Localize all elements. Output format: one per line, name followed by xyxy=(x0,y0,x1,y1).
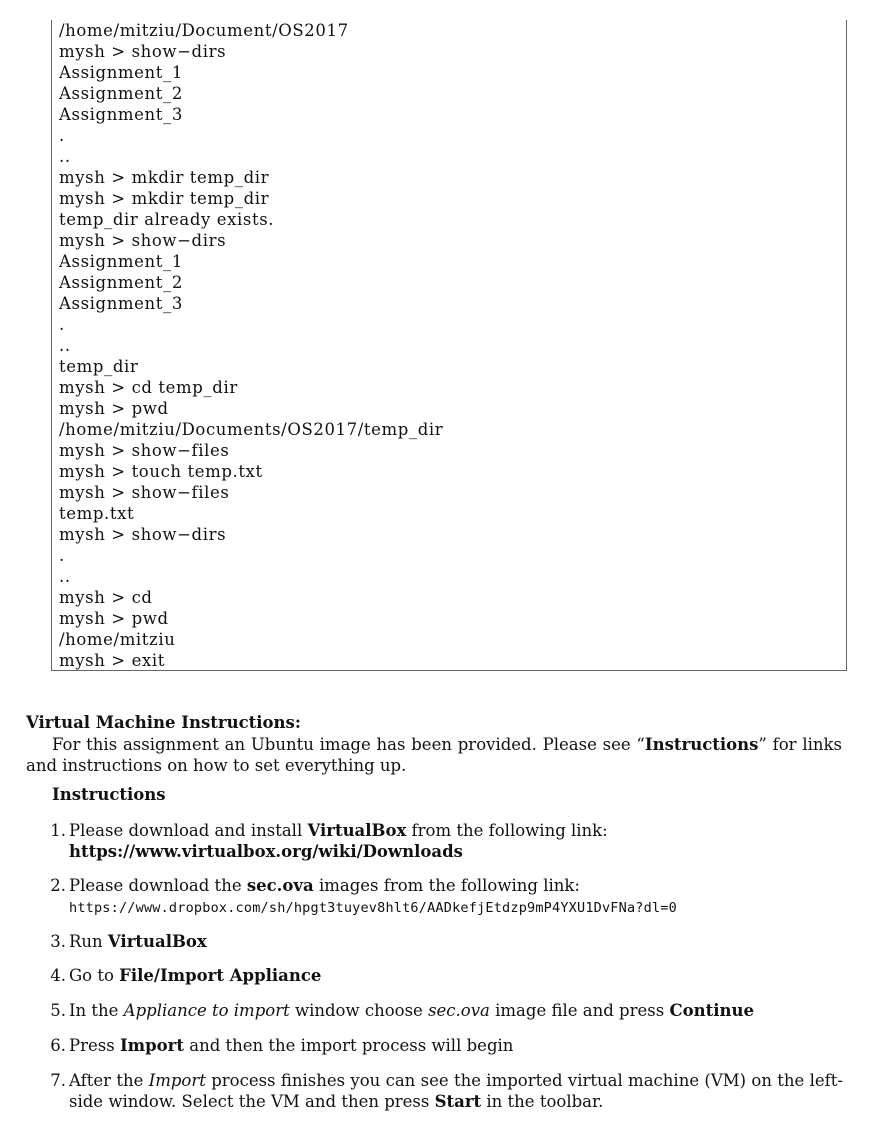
step-number: 6. xyxy=(50,1036,66,1055)
terminal-line: .. xyxy=(59,336,71,355)
step-text: Please download and install xyxy=(69,821,308,840)
step-text: images from the following link: xyxy=(313,876,580,895)
terminal-line: . xyxy=(59,315,65,334)
terminal-line: Assignment_1 xyxy=(59,63,183,82)
step-bold: VirtualBox xyxy=(307,821,407,840)
step-italic: Import xyxy=(148,1071,206,1090)
terminal-line: Assignment_3 xyxy=(59,294,183,313)
step-text: After the xyxy=(69,1071,149,1090)
terminal-line: . xyxy=(59,546,65,565)
intro-text-a: For this assignment an Ubuntu image has been provided. Please see “ xyxy=(52,735,645,754)
step-bold: Start xyxy=(434,1092,482,1111)
terminal-line: . xyxy=(59,126,65,145)
step-italic: sec.ova xyxy=(428,1001,490,1020)
step-text: window choose xyxy=(289,1001,429,1020)
terminal-line: /home/mitziu/Document/OS2017 xyxy=(59,21,349,40)
terminal-line: mysh > show−files xyxy=(59,483,230,502)
terminal-line: mysh > cd temp_dir xyxy=(59,378,238,397)
step-number: 2. xyxy=(50,876,66,895)
step-number: 4. xyxy=(50,966,66,985)
terminal-line: mysh > pwd xyxy=(59,609,169,628)
step-text: from the following link: xyxy=(406,821,608,840)
terminal-line: mysh > cd xyxy=(59,588,153,607)
terminal-line: /home/mitziu/Documents/OS2017/temp_dir xyxy=(59,420,444,439)
terminal-line: mysh > show−dirs xyxy=(59,231,227,250)
terminal-line: .. xyxy=(59,567,71,586)
terminal-line: mysh > touch temp.txt xyxy=(59,462,263,481)
terminal-line: mysh > show−dirs xyxy=(59,42,227,61)
virtualbox-download-link[interactable]: https://www.virtualbox.org/wiki/Downloads xyxy=(69,842,463,861)
terminal-output-box xyxy=(51,20,847,671)
step-number: 1. xyxy=(50,821,66,840)
step-text: process finishes you can see the imported virtual machine (VM) on the left-side window. Select the VM and then press xyxy=(69,1071,843,1111)
step-bold: Continue xyxy=(669,1001,754,1020)
terminal-line: mysh > pwd xyxy=(59,399,169,418)
step-text: Please download the xyxy=(69,876,247,895)
step-text: image file and press xyxy=(489,1001,670,1020)
terminal-line: mysh > mkdir temp_dir xyxy=(59,168,270,187)
intro-instructions-ref: Instructions xyxy=(644,735,759,754)
step-bold: File/Import Appliance xyxy=(119,966,322,985)
step-text: Go to xyxy=(69,966,120,985)
step-text: Press xyxy=(69,1036,120,1055)
terminal-line: mysh > show−files xyxy=(59,441,230,460)
terminal-line: /home/mitziu xyxy=(59,630,176,649)
terminal-line: temp.txt xyxy=(59,504,135,523)
step-text: in the toolbar. xyxy=(481,1092,604,1111)
step-text: and then the import process will begin xyxy=(183,1036,514,1055)
step-text: In the xyxy=(69,1001,124,1020)
terminal-line: Assignment_2 xyxy=(59,84,183,103)
step-bold: Import xyxy=(119,1036,184,1055)
step-bold: VirtualBox xyxy=(107,932,207,951)
step-text: Run xyxy=(69,932,108,951)
terminal-line: mysh > exit xyxy=(59,651,165,670)
step-number: 5. xyxy=(50,1001,66,1020)
instructions-subheading: Instructions xyxy=(52,785,166,804)
terminal-line: .. xyxy=(59,147,71,166)
dropbox-download-link[interactable]: https://www.dropbox.com/sh/hpgt3tuyev8hlt6/AADkefjEtdzp9mP4YXU1DvFNa?dl=0 xyxy=(69,900,677,916)
step-number: 7. xyxy=(50,1071,66,1090)
step-italic: Appliance to import xyxy=(123,1001,290,1020)
terminal-line: temp_dir already exists. xyxy=(59,210,275,229)
terminal-line: Assignment_3 xyxy=(59,105,183,124)
terminal-line: Assignment_2 xyxy=(59,273,183,292)
intro-text-b: ” for links and instructions on how to set everything up. xyxy=(26,735,843,775)
step-bold: sec.ova xyxy=(246,876,314,895)
terminal-line: mysh > mkdir temp_dir xyxy=(59,189,270,208)
step-number: 3. xyxy=(50,932,66,951)
terminal-line: Assignment_1 xyxy=(59,252,183,271)
terminal-line: mysh > show−dirs xyxy=(59,525,227,544)
section-heading: Virtual Machine Instructions: xyxy=(26,713,301,732)
terminal-line: temp_dir xyxy=(59,357,139,376)
intro-paragraph xyxy=(26,734,842,776)
